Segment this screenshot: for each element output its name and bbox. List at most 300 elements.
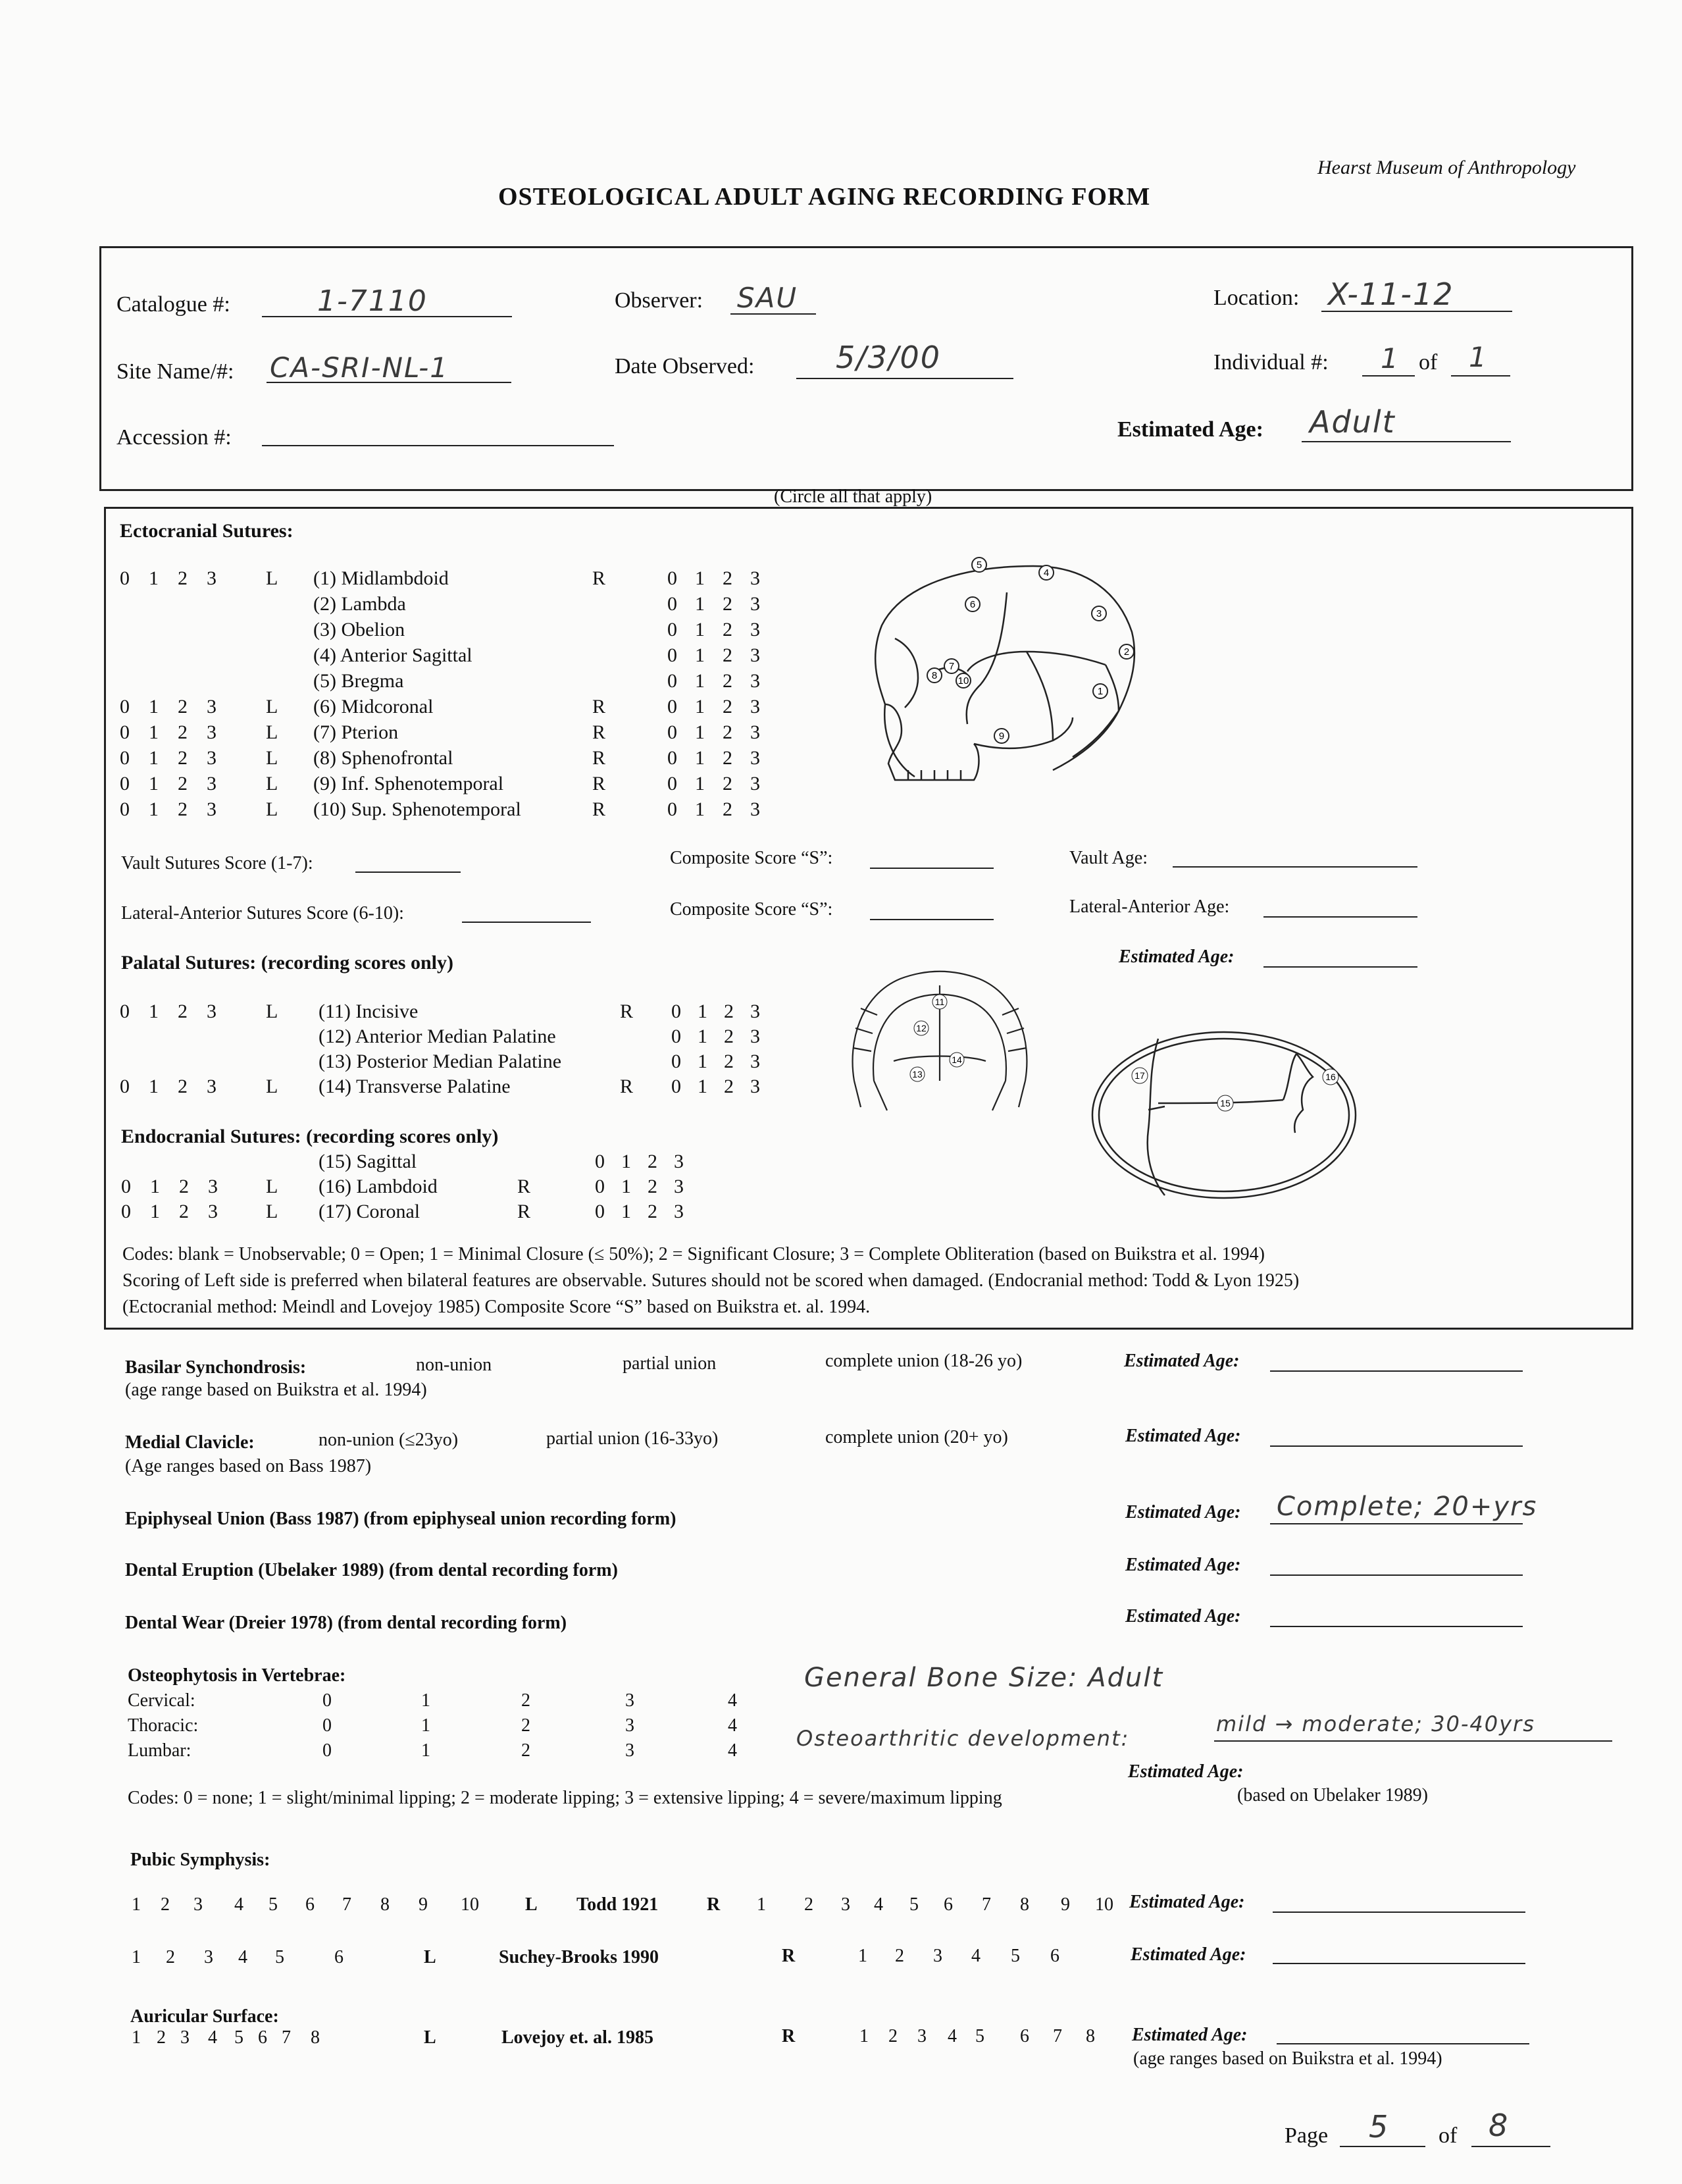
ecto-10-left-score-3[interactable]: 3: [207, 798, 217, 820]
todd-left-score-6[interactable]: 6: [305, 1894, 315, 1915]
palatal-12-right-score-3[interactable]: 3: [750, 1026, 760, 1047]
composite-score-label-1: Composite Score “S”:: [670, 848, 833, 868]
codes-line-3: (Ectocranial method: Meindl and Lovejoy 1985) Composite Score “S” based on Buikstra et. al. 1994.: [122, 1297, 871, 1317]
endo-label-15: 15: [1220, 1098, 1231, 1108]
date-observed-label: Date Observed:: [615, 354, 755, 378]
ecto-1-right-score-0[interactable]: 0: [667, 567, 677, 589]
lateral-anterior-score-label: Lateral-Anterior Sutures Score (6-10):: [121, 903, 404, 923]
osteo-row-2-score-3[interactable]: 3: [625, 1740, 634, 1761]
palatal-suture-13-name: (13) Posterior Median Palatine: [319, 1051, 562, 1072]
estimated-age-value[interactable]: Adult: [1310, 404, 1396, 440]
suchey-left-score-1[interactable]: 1: [132, 1947, 141, 1967]
osteophytosis-codes-ref: (based on Ubelaker 1989): [1237, 1785, 1429, 1806]
ecto-9-right-score-3[interactable]: 3: [750, 773, 760, 794]
page-of-label: of: [1439, 2123, 1458, 2148]
ecto-5-right-score-3[interactable]: 3: [750, 670, 760, 692]
todd-right-score-9[interactable]: 9: [1061, 1894, 1070, 1915]
basilar-sub: (age range based on Buikstra et al. 1994): [125, 1380, 427, 1400]
auricular-left-label: L: [424, 2027, 436, 2048]
suchey-right-score-4[interactable]: 4: [971, 1946, 981, 1966]
osteoarthritic-note-label[interactable]: Osteoarthritic development:: [796, 1726, 1130, 1751]
ecto-2-right-score-2[interactable]: 2: [723, 593, 732, 615]
ecto-5-right-score-0[interactable]: 0: [667, 670, 677, 692]
ecto-4-right-score-2[interactable]: 2: [723, 644, 732, 666]
ecto-suture-10-name: (10) Sup. Sphenotemporal: [313, 798, 521, 820]
suchey-right-score-1[interactable]: 1: [858, 1946, 867, 1966]
ecto-1-right-score-1[interactable]: 1: [695, 567, 705, 589]
palatal-12-right-score-2[interactable]: 2: [724, 1026, 734, 1047]
ecto-1-right-label: R: [592, 567, 606, 589]
endo-16-right-label: R: [517, 1176, 531, 1197]
basilar-option-partial-union[interactable]: partial union: [623, 1353, 717, 1374]
location-value[interactable]: X-11-12: [1328, 276, 1454, 312]
osteophytosis-heading: Osteophytosis in Vertebrae:: [128, 1665, 346, 1686]
ecto-7-left-score-1[interactable]: 1: [149, 721, 159, 743]
endo-17-right-label: R: [517, 1201, 531, 1222]
endocranial-diagram: [1086, 1024, 1362, 1205]
palatal-11-right-score-1[interactable]: 1: [698, 1001, 707, 1022]
ecto-8-left-label: L: [266, 747, 278, 769]
ecto-9-right-score-2[interactable]: 2: [723, 773, 732, 794]
auricular-right-label: R: [782, 2026, 796, 2046]
endo-17-left-score-2[interactable]: 2: [179, 1201, 189, 1222]
todd-right-score-3[interactable]: 3: [841, 1894, 850, 1915]
ecto-1-right-score-2[interactable]: 2: [723, 567, 732, 589]
clavicle-estimated-age-label: Estimated Age:: [1125, 1426, 1241, 1446]
todd-left-label: L: [525, 1894, 538, 1915]
osteo-row-0-score-2[interactable]: 2: [521, 1690, 530, 1711]
palatal-11-left-label: L: [266, 1001, 278, 1022]
endo-16-right-score-1[interactable]: 1: [621, 1176, 631, 1197]
individual-label: Individual #:: [1213, 350, 1329, 375]
palatal-13-right-score-3[interactable]: 3: [750, 1051, 760, 1072]
auricular-left-score-1[interactable]: 1: [132, 2027, 141, 2048]
codes-line-2: Scoring of Left side is preferred when bilateral features are observable. Sutures should not be scored when damaged. (Endocranial method: Todd & Lyon 1925): [122, 1270, 1300, 1291]
ecto-10-left-score-2[interactable]: 2: [178, 798, 188, 820]
individual-value[interactable]: 1: [1381, 342, 1400, 375]
osteo-row-1-score-2[interactable]: 2: [521, 1715, 530, 1736]
ecto-10-right-label: R: [592, 798, 606, 820]
ecto-7-right-score-2[interactable]: 2: [723, 721, 732, 743]
palatal-14-left-score-2[interactable]: 2: [178, 1076, 188, 1097]
ecto-1-left-score-2[interactable]: 2: [178, 567, 188, 589]
auricular-right-score-4[interactable]: 4: [948, 2026, 957, 2046]
endo-16-left-score-3[interactable]: 3: [208, 1176, 218, 1197]
palatal-14-left-label: L: [266, 1076, 278, 1097]
todd-right-score-6[interactable]: 6: [944, 1894, 953, 1915]
auricular-right-score-3[interactable]: 3: [917, 2026, 927, 2046]
ecto-1-left-score-1[interactable]: 1: [149, 567, 159, 589]
palatal-11-right-label: R: [620, 1001, 634, 1022]
osteo-row-0-score-3[interactable]: 3: [625, 1690, 634, 1711]
ecto-suture-3-name: (3) Obelion: [313, 619, 405, 640]
todd-right-score-7[interactable]: 7: [982, 1894, 991, 1915]
suchey-method-label: Suchey-Brooks 1990: [499, 1947, 659, 1967]
skull-label-7: 7: [948, 661, 955, 672]
ecto-7-right-score-1[interactable]: 1: [695, 721, 705, 743]
ecto-3-right-score-2[interactable]: 2: [723, 619, 732, 640]
epiphyseal-label: Epiphyseal Union (Bass 1987) (from epiphyseal union recording form): [125, 1509, 676, 1529]
palatal-11-right-score-2[interactable]: 2: [724, 1001, 734, 1022]
suchey-estimated-age-line[interactable]: [1273, 1963, 1525, 1964]
todd-right-score-1[interactable]: 1: [757, 1894, 766, 1915]
location-label: Location:: [1213, 286, 1300, 310]
palatal-13-right-score-0[interactable]: 0: [671, 1051, 681, 1072]
vault-score-label: Vault Sutures Score (1-7):: [121, 853, 313, 873]
palatal-suture-11-name: (11) Incisive: [319, 1001, 419, 1022]
ecto-8-right-score-2[interactable]: 2: [723, 747, 732, 769]
date-observed-value[interactable]: 5/3/00: [836, 340, 942, 375]
suchey-right-score-6[interactable]: 6: [1050, 1946, 1059, 1966]
todd-left-score-7[interactable]: 7: [342, 1894, 351, 1915]
palate-label-13: 13: [912, 1069, 923, 1079]
ecto-8-left-score-3[interactable]: 3: [207, 747, 217, 769]
ecto-7-right-score-0[interactable]: 0: [667, 721, 677, 743]
endo-17-left-label: L: [266, 1201, 278, 1222]
osteoarthritic-note-value[interactable]: mild → moderate; 30-40yrs: [1216, 1711, 1535, 1736]
ecto-7-right-score-3[interactable]: 3: [750, 721, 760, 743]
individual-total[interactable]: 1: [1469, 341, 1488, 373]
osteo-row-label-1: Thoracic:: [128, 1715, 199, 1736]
ecto-1-left-score-0[interactable]: 0: [120, 567, 130, 589]
ecto-9-right-label: R: [592, 773, 606, 794]
osteo-row-2-score-2[interactable]: 2: [521, 1740, 530, 1761]
todd-left-score-1[interactable]: 1: [132, 1894, 141, 1915]
endo-16-right-score-3[interactable]: 3: [674, 1176, 684, 1197]
ecto-9-right-score-1[interactable]: 1: [695, 773, 705, 794]
suchey-left-score-5[interactable]: 5: [275, 1947, 284, 1967]
ecto-10-right-score-3[interactable]: 3: [750, 798, 760, 820]
ectocranial-heading: Ectocranial Sutures:: [120, 520, 293, 542]
page-number[interactable]: 5: [1369, 2109, 1390, 2145]
ecto-10-right-score-1[interactable]: 1: [695, 798, 705, 820]
skull-label-2: 2: [1123, 646, 1130, 658]
todd-left-score-2[interactable]: 2: [161, 1894, 170, 1915]
auricular-note: (age ranges based on Buikstra et al. 1994): [1133, 2048, 1442, 2069]
auricular-heading: Auricular Surface:: [130, 2006, 279, 2027]
ecto-5-right-score-1[interactable]: 1: [695, 670, 705, 692]
palatal-12-right-score-1[interactable]: 1: [698, 1026, 707, 1047]
ecto-10-right-score-2[interactable]: 2: [723, 798, 732, 820]
endo-15-right-score-2[interactable]: 2: [648, 1151, 657, 1172]
vault-age-label: Vault Age:: [1069, 848, 1148, 868]
suchey-right-score-3[interactable]: 3: [933, 1946, 942, 1966]
endo-16-left-label: L: [266, 1176, 278, 1197]
todd-right-score-2[interactable]: 2: [804, 1894, 813, 1915]
skull-label-10: 10: [957, 675, 969, 687]
endocranial-heading: Endocranial Sutures: (recording scores only): [121, 1126, 499, 1147]
palatal-12-right-score-0[interactable]: 0: [671, 1026, 681, 1047]
epiphyseal-estimated-age-value[interactable]: Complete; 20+yrs: [1277, 1492, 1538, 1522]
skull-label-4: 4: [1043, 567, 1050, 579]
todd-right-score-4[interactable]: 4: [874, 1894, 883, 1915]
clavicle-option-non-union[interactable]: non-union (≤23yo): [319, 1430, 459, 1450]
skull-label-1: 1: [1097, 686, 1104, 697]
palatal-14-right-score-2[interactable]: 2: [724, 1076, 734, 1097]
dental-eruption-estimated-age-label: Estimated Age:: [1125, 1555, 1241, 1575]
osteo-row-1-score-1[interactable]: 1: [421, 1715, 430, 1736]
ecto-6-left-score-1[interactable]: 1: [149, 696, 159, 717]
palatal-11-right-score-0[interactable]: 0: [671, 1001, 681, 1022]
skull-diagram: [855, 553, 1158, 796]
ecto-1-right-score-3[interactable]: 3: [750, 567, 760, 589]
palatal-11-right-score-3[interactable]: 3: [750, 1001, 760, 1022]
ecto-4-right-score-3[interactable]: 3: [750, 644, 760, 666]
catalogue-label: Catalogue #:: [116, 292, 230, 317]
dental-wear-estimated-age-label: Estimated Age:: [1125, 1606, 1241, 1626]
todd-method-label: Todd 1921: [576, 1894, 659, 1915]
catalogue-value[interactable]: 1-7110: [317, 284, 428, 318]
ecto-9-left-label: L: [266, 773, 278, 794]
suchey-right-score-2[interactable]: 2: [895, 1946, 904, 1966]
ecto-8-right-score-0[interactable]: 0: [667, 747, 677, 769]
palatal-11-left-score-1[interactable]: 1: [149, 1001, 159, 1022]
ecto-8-right-score-1[interactable]: 1: [695, 747, 705, 769]
todd-left-score-5[interactable]: 5: [268, 1894, 278, 1915]
endo-16-left-score-1[interactable]: 1: [150, 1176, 160, 1197]
osteo-row-1-score-0[interactable]: 0: [322, 1715, 332, 1736]
endo-15-right-score-0[interactable]: 0: [595, 1151, 605, 1172]
auricular-right-score-2[interactable]: 2: [888, 2026, 898, 2046]
endo-17-right-score-0[interactable]: 0: [595, 1201, 605, 1222]
palatal-suture-14-name: (14) Transverse Palatine: [319, 1076, 511, 1097]
palatal-14-left-score-1[interactable]: 1: [149, 1076, 159, 1097]
palatal-14-left-score-3[interactable]: 3: [207, 1076, 217, 1097]
palatal-14-left-score-0[interactable]: 0: [120, 1076, 130, 1097]
auricular-right-score-5[interactable]: 5: [975, 2026, 984, 2046]
ecto-9-left-score-3[interactable]: 3: [207, 773, 217, 794]
ecto-10-left-score-0[interactable]: 0: [120, 798, 130, 820]
suchey-left-score-2[interactable]: 2: [166, 1947, 175, 1967]
todd-estimated-age-line[interactable]: [1273, 1911, 1525, 1913]
palatal-13-right-score-1[interactable]: 1: [698, 1051, 707, 1072]
ecto-4-right-score-1[interactable]: 1: [695, 644, 705, 666]
ecto-5-right-score-2[interactable]: 2: [723, 670, 732, 692]
ecto-suture-5-name: (5) Bregma: [313, 670, 404, 692]
todd-left-score-9[interactable]: 9: [419, 1894, 428, 1915]
auricular-left-score-6[interactable]: 6: [258, 2027, 267, 2048]
osteo-row-label-2: Lumbar:: [128, 1740, 191, 1761]
auricular-left-score-7[interactable]: 7: [282, 2027, 291, 2048]
ecto-8-right-score-3[interactable]: 3: [750, 747, 760, 769]
palate-label-11: 11: [934, 997, 945, 1007]
pubic-heading: Pubic Symphysis:: [130, 1850, 270, 1870]
osteo-row-label-0: Cervical:: [128, 1690, 195, 1711]
auricular-left-score-4[interactable]: 4: [208, 2027, 217, 2048]
skull-label-3: 3: [1096, 608, 1102, 619]
site-label: Site Name/#:: [116, 359, 234, 384]
endo-label-17: 17: [1134, 1070, 1145, 1081]
ecto-2-right-score-0[interactable]: 0: [667, 593, 677, 615]
endo-17-left-score-3[interactable]: 3: [208, 1201, 218, 1222]
ecto-8-left-score-1[interactable]: 1: [149, 747, 159, 769]
vault-estimated-age-label: Estimated Age:: [1119, 947, 1235, 967]
skull-label-6: 6: [969, 599, 976, 610]
palatal-11-left-score-0[interactable]: 0: [120, 1001, 130, 1022]
osteo-row-1-score-4[interactable]: 4: [728, 1715, 737, 1736]
ecto-10-left-label: L: [266, 798, 278, 820]
osteo-row-2-score-1[interactable]: 1: [421, 1740, 430, 1761]
composite-score-label-2: Composite Score “S”:: [670, 899, 833, 920]
ecto-6-right-score-3[interactable]: 3: [750, 696, 760, 717]
palatal-heading: Palatal Sutures: (recording scores only): [121, 952, 453, 974]
palatal-suture-12-name: (12) Anterior Median Palatine: [319, 1026, 556, 1047]
suchey-right-score-5[interactable]: 5: [1011, 1946, 1020, 1966]
todd-right-score-8[interactable]: 8: [1020, 1894, 1029, 1915]
ecto-2-right-score-1[interactable]: 1: [695, 593, 705, 615]
lateral-anterior-age-label: Lateral-Anterior Age:: [1069, 897, 1230, 917]
epiphyseal-estimated-age-label: Estimated Age:: [1125, 1502, 1241, 1522]
site-value[interactable]: CA-SRI-NL-1: [270, 351, 449, 384]
museum-name: Hearst Museum of Anthropology: [1317, 157, 1576, 178]
auricular-right-score-7[interactable]: 7: [1053, 2026, 1062, 2046]
skull-label-8: 8: [931, 670, 938, 681]
clavicle-label: Medial Clavicle:: [125, 1432, 255, 1453]
ecto-3-right-score-3[interactable]: 3: [750, 619, 760, 640]
endo-label-16: 16: [1325, 1072, 1336, 1082]
palate-label-14: 14: [952, 1054, 962, 1065]
todd-right-label: R: [707, 1894, 721, 1915]
osteo-row-1-score-3[interactable]: 3: [625, 1715, 634, 1736]
clavicle-option-partial-union[interactable]: partial union (16-33yo): [546, 1428, 719, 1449]
palatal-14-right-score-0[interactable]: 0: [671, 1076, 681, 1097]
ecto-3-right-score-0[interactable]: 0: [667, 619, 677, 640]
suchey-left-score-3[interactable]: 3: [204, 1947, 213, 1967]
endo-16-left-score-2[interactable]: 2: [179, 1176, 189, 1197]
auricular-left-score-5[interactable]: 5: [234, 2027, 243, 2048]
codes-line-1: Codes: blank = Unobservable; 0 = Open; 1 = Minimal Closure (≤ 50%); 2 = Significant Closure; 3 = Complete Obliteration (based on Buikstra et al. 1994): [122, 1244, 1265, 1264]
osteo-row-2-score-4[interactable]: 4: [728, 1740, 737, 1761]
ecto-10-left-score-1[interactable]: 1: [149, 798, 159, 820]
osteo-row-2-score-0[interactable]: 0: [322, 1740, 332, 1761]
palatal-13-right-score-2[interactable]: 2: [724, 1051, 734, 1072]
palatal-11-left-score-3[interactable]: 3: [207, 1001, 217, 1022]
ecto-7-left-label: L: [266, 721, 278, 743]
palatal-14-right-score-1[interactable]: 1: [698, 1076, 707, 1097]
ecto-1-left-score-3[interactable]: 3: [207, 567, 217, 589]
clavicle-option-complete-union[interactable]: complete union (20+ yo): [825, 1427, 1008, 1447]
individual-of-label: of: [1419, 350, 1438, 375]
todd-left-score-4[interactable]: 4: [234, 1894, 243, 1915]
skull-label-9: 9: [998, 731, 1005, 742]
palatal-14-right-label: R: [620, 1076, 634, 1097]
todd-left-score-8[interactable]: 8: [380, 1894, 390, 1915]
suchey-estimated-age-label: Estimated Age:: [1131, 1944, 1246, 1965]
ecto-7-right-label: R: [592, 721, 606, 743]
todd-left-score-10[interactable]: 10: [461, 1894, 479, 1915]
auricular-right-score-1[interactable]: 1: [859, 2026, 869, 2046]
endo-16-right-score-0[interactable]: 0: [595, 1176, 605, 1197]
endo-16-left-score-0[interactable]: 0: [121, 1176, 131, 1197]
ecto-10-right-score-0[interactable]: 0: [667, 798, 677, 820]
page-label: Page: [1285, 2123, 1329, 2148]
endo-17-right-score-2[interactable]: 2: [648, 1201, 657, 1222]
auricular-left-score-2[interactable]: 2: [157, 2027, 166, 2048]
endo-suture-15-name: (15) Sagittal: [319, 1151, 417, 1172]
auricular-method-label: Lovejoy et. al. 1985: [501, 2027, 653, 2048]
endo-17-right-score-1[interactable]: 1: [621, 1201, 631, 1222]
ecto-2-right-score-3[interactable]: 3: [750, 593, 760, 615]
skull-label-5: 5: [976, 559, 982, 571]
estimated-age-label: Estimated Age:: [1117, 417, 1263, 442]
auricular-right-score-6[interactable]: 6: [1020, 2026, 1029, 2046]
auricular-estimated-age-label: Estimated Age:: [1132, 2025, 1248, 2045]
ecto-6-left-score-3[interactable]: 3: [207, 696, 217, 717]
ecto-3-right-score-1[interactable]: 1: [695, 619, 705, 640]
suchey-left-label: L: [424, 1947, 436, 1967]
ecto-9-left-score-0[interactable]: 0: [120, 773, 130, 794]
basilar-option-non-union[interactable]: non-union: [416, 1355, 492, 1375]
ecto-9-left-score-1[interactable]: 1: [149, 773, 159, 794]
basilar-option-complete-union[interactable]: complete union (18-26 yo): [825, 1351, 1023, 1371]
ecto-suture-8-name: (8) Sphenofrontal: [313, 747, 453, 769]
ecto-6-left-label: L: [266, 696, 278, 717]
endo-17-left-score-0[interactable]: 0: [121, 1201, 131, 1222]
observer-value[interactable]: SAU: [737, 282, 798, 314]
ecto-8-left-score-2[interactable]: 2: [178, 747, 188, 769]
osteo-row-0-score-0[interactable]: 0: [322, 1690, 332, 1711]
ecto-7-left-score-2[interactable]: 2: [178, 721, 188, 743]
clavicle-sub: (Age ranges based on Bass 1987): [125, 1456, 372, 1476]
osteo-row-0-score-1[interactable]: 1: [421, 1690, 430, 1711]
ecto-7-left-score-3[interactable]: 3: [207, 721, 217, 743]
ecto-6-right-score-1[interactable]: 1: [695, 696, 705, 717]
ecto-6-right-score-0[interactable]: 0: [667, 696, 677, 717]
suchey-left-score-6[interactable]: 6: [334, 1947, 344, 1967]
ecto-suture-1-name: (1) Midlambdoid: [313, 567, 449, 589]
suchey-left-score-4[interactable]: 4: [238, 1947, 247, 1967]
ecto-1-left-label: L: [266, 567, 278, 589]
suchey-right-label: R: [782, 1946, 796, 1966]
todd-right-score-10[interactable]: 10: [1095, 1894, 1113, 1915]
ecto-6-left-score-2[interactable]: 2: [178, 696, 188, 717]
todd-left-score-3[interactable]: 3: [193, 1894, 203, 1915]
endo-16-right-score-2[interactable]: 2: [648, 1176, 657, 1197]
ecto-6-right-label: R: [592, 696, 606, 717]
endo-15-right-score-3[interactable]: 3: [674, 1151, 684, 1172]
general-bone-size-note[interactable]: General Bone Size: Adult: [804, 1663, 1164, 1693]
ecto-8-left-score-0[interactable]: 0: [120, 747, 130, 769]
ecto-suture-9-name: (9) Inf. Sphenotemporal: [313, 773, 504, 794]
endo-17-right-score-3[interactable]: 3: [674, 1201, 684, 1222]
ecto-8-right-label: R: [592, 747, 606, 769]
auricular-left-score-3[interactable]: 3: [180, 2027, 190, 2048]
auricular-right-score-8[interactable]: 8: [1086, 2026, 1095, 2046]
form-title: OSTEOLOGICAL ADULT AGING RECORDING FORM: [498, 183, 1151, 211]
osteo-row-0-score-4[interactable]: 4: [728, 1690, 737, 1711]
osteophytosis-estimated-age-label: Estimated Age:: [1128, 1761, 1244, 1782]
auricular-left-score-8[interactable]: 8: [311, 2027, 320, 2048]
ecto-9-left-score-2[interactable]: 2: [178, 773, 188, 794]
ecto-6-right-score-2[interactable]: 2: [723, 696, 732, 717]
palatal-11-left-score-2[interactable]: 2: [178, 1001, 188, 1022]
todd-right-score-5[interactable]: 5: [909, 1894, 919, 1915]
ecto-6-left-score-0[interactable]: 0: [120, 696, 130, 717]
ecto-suture-7-name: (7) Pterion: [313, 721, 399, 743]
palatal-14-right-score-3[interactable]: 3: [750, 1076, 760, 1097]
ecto-4-right-score-0[interactable]: 0: [667, 644, 677, 666]
ecto-9-right-score-0[interactable]: 0: [667, 773, 677, 794]
ecto-7-left-score-0[interactable]: 0: [120, 721, 130, 743]
palate-diagram: [841, 962, 1038, 1120]
page-total[interactable]: 8: [1489, 2108, 1510, 2143]
todd-estimated-age-label: Estimated Age:: [1129, 1892, 1245, 1912]
endo-15-right-score-1[interactable]: 1: [621, 1151, 631, 1172]
osteophytosis-codes: Codes: 0 = none; 1 = slight/minimal lipping; 2 = moderate lipping; 3 = extensive lipping; 4 = severe/maximum lipping: [128, 1788, 1002, 1808]
ecto-suture-4-name: (4) Anterior Sagittal: [313, 644, 472, 666]
observer-label: Observer:: [615, 288, 703, 313]
endo-17-left-score-1[interactable]: 1: [150, 1201, 160, 1222]
